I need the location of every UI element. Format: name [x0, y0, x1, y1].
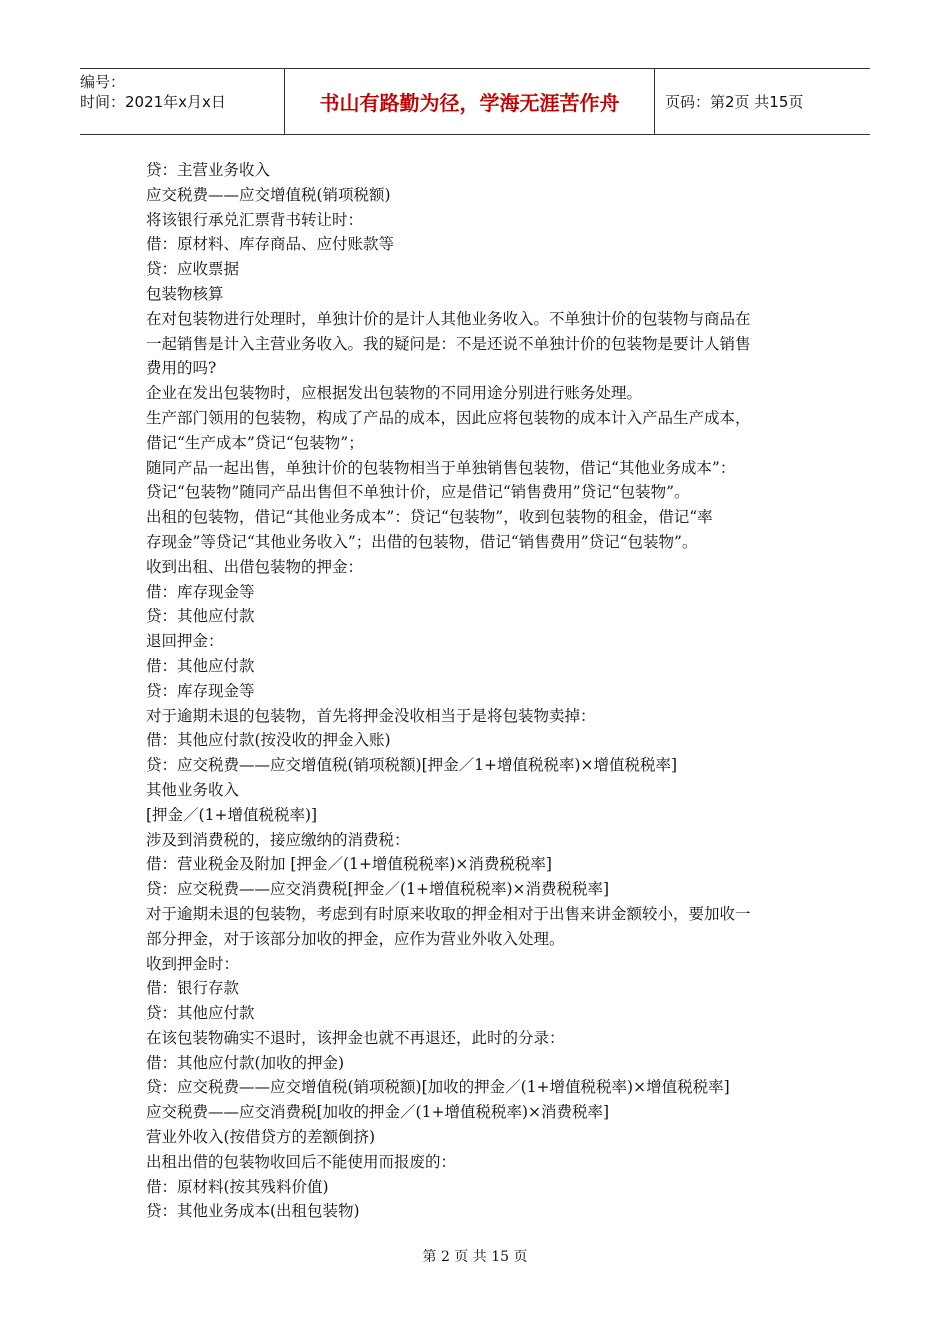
body-line: 在该包装物确实不退时，该押金也就不再退还，此时的分录：	[146, 1028, 565, 1047]
body-line: 营业外收入(按借贷方的差额倒挤)	[146, 1128, 376, 1147]
body-line: 借：其他应付款(按没收的押金入账)	[146, 731, 391, 750]
body-line: 涉及到消费税的，接应缴纳的消费税：	[146, 830, 410, 849]
body-line: 在对包装物进行处理时，单独计价的是计人其他业务收入。不单独计价的包装物与商品在	[146, 309, 751, 328]
body-line: 贷：应交税费——应交增值税(销项税额)[押金／1+增值税税率)×增值税税率]	[146, 756, 678, 775]
body-line: 收到押金时：	[146, 954, 240, 973]
page-header	[80, 68, 870, 135]
body-line: 借：其他应付款	[146, 656, 255, 675]
document-time: 时间：2021年x月x日	[80, 93, 226, 111]
body-line: 贷：其他应付款	[146, 1004, 255, 1023]
body-line: 借：营业税金及附加 [押金／(1+增值税税率)×消费税税率]	[146, 855, 552, 874]
body-line: 将该银行承兑汇票背书转让时：	[146, 210, 364, 229]
body-line: 生产部门领用的包装物，构成了产品的成本，因此应将包装物的成本计入产品生产成本，	[146, 408, 751, 427]
body-line: 贷：主营业务收入	[146, 161, 271, 179]
body-line: 借：原材料、库存商品、应付账款等	[146, 235, 395, 254]
page-footer: 第 2 页 共 15 页	[422, 1249, 528, 1265]
body-line: 借记“生产成本”贷记“包装物”；	[146, 433, 364, 452]
body-line: 贷：其他应付款	[146, 607, 255, 626]
header-page-info: 页码：第2页 共15页	[665, 93, 804, 111]
body-line: 随同产品一起出售，单独计价的包装物相当于单独销售包装物，借记“其他业务成本”：	[146, 458, 736, 477]
body-line: 对于逾期未退的包装物，首先将押金没收相当于是将包装物卖掉：	[146, 706, 596, 725]
body-line: 存现金”等贷记“其他业务收入”；出借的包装物，借记“销售费用”贷记“包装物”。	[146, 532, 698, 551]
body-line: 借：库存现金等	[146, 582, 255, 601]
body-line: 出租出借的包装物收回后不能使用而报废的：	[146, 1152, 457, 1171]
body-line: 贷：应交税费——应交增值税(销项税额)[加收的押金／(1+增值税税率)×增值税税率]	[146, 1078, 730, 1097]
body-line: 包装物核算	[146, 284, 224, 303]
body-line: 退回押金：	[146, 632, 224, 651]
body-line: 贷：库存现金等	[146, 681, 255, 700]
header-meta	[80, 69, 284, 134]
body-line: 借：银行存款	[146, 979, 240, 998]
body-line: 贷：应交税费——应交消费税[押金／(1+增值税税率)×消费税税率]	[146, 880, 610, 899]
body-line: [押金／(1+增值税税率)]	[146, 805, 318, 824]
document-body	[146, 158, 806, 1224]
body-line: 应交税费——应交增值税(销项税额)	[146, 185, 391, 204]
body-line: 借：原材料(按其残料价值)	[146, 1177, 329, 1196]
body-line: 部分押金，对于该部分加收的押金，应作为营业外收入处理。	[146, 929, 565, 948]
body-line: 一起销售是计入主营业务收入。我的疑问是：不是还说不单独计价的包装物是要计人销售	[146, 334, 751, 353]
body-line: 贷记“包装物”随同产品出售但不单独计价，应是借记“销售费用”贷记“包装物”。	[146, 483, 690, 502]
body-line: 贷：其他业务成本(出租包装物)	[146, 1202, 360, 1221]
body-line: 企业在发出包装物时，应根据发出包装物的不同用途分别进行账务处理。	[146, 384, 643, 403]
document-number-label: 编号：	[80, 73, 126, 91]
body-line: 贷：应收票据	[146, 260, 240, 279]
body-line: 应交税费——应交消费税[加收的押金／(1+增值税税率)×消费税率]	[146, 1103, 610, 1122]
body-line: 出租的包装物，借记“其他业务成本”：贷记“包装物”，收到包装物的租金，借记“率	[146, 508, 713, 527]
header-motto: 书山有路勤为径，学海无涯苦作舟	[284, 69, 655, 134]
body-line: 费用的吗?	[146, 359, 217, 378]
body-line: 借：其他应付款(加收的押金)	[146, 1053, 345, 1072]
body-line: 收到出租、出借包装物的押金：	[146, 557, 364, 576]
body-line: 对于逾期未退的包装物，考虑到有时原来收取的押金相对于出售来讲金额较小，要加收一	[146, 904, 751, 923]
body-line: 其他业务收入	[146, 780, 240, 799]
